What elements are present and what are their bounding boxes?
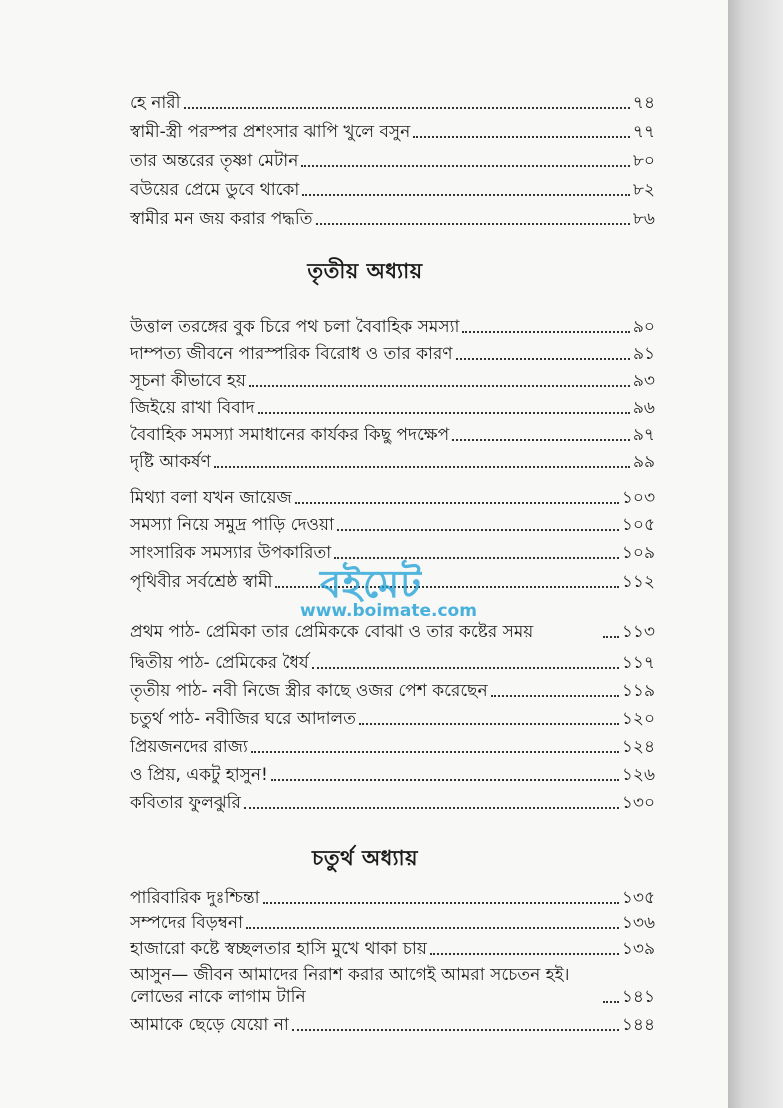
dot-leader (249, 384, 630, 387)
toc-page: ১৩৫ (621, 888, 655, 908)
toc-entry (130, 910, 655, 934)
toc-entry (130, 90, 655, 114)
toc-title: স্বামীর মন জয় করার পদ্ধতি (130, 209, 313, 229)
toc-title: জিইয়ে রাখা বিবাদ (130, 398, 255, 418)
toc-title: আসুন— জীবন আমাদের নিরাশ করার আগেই আমরা সচেতন হই। লোভের নাকে লাগাম টানি (130, 965, 570, 1007)
toc-title: দাম্পত্য জীবনে পারস্পরিক বিরোধ ও তার কারণ (130, 344, 453, 364)
toc-entry (130, 177, 655, 201)
toc-page: ৯১ (632, 344, 655, 364)
toc-page: ১২৪ (621, 737, 655, 757)
toc-entry (130, 650, 655, 674)
dot-leader (359, 722, 619, 725)
toc-title: সূচনা কীভাবে হয় (130, 371, 246, 391)
toc-title: তার অন্তরের তৃষ্ণা মেটান (130, 151, 299, 171)
dot-leader (430, 952, 619, 955)
dot-leader (413, 135, 630, 138)
toc-page: ১৩৬ (621, 913, 655, 933)
toc-title: সমস্যা নিয়ে সমুদ্র পাড়ি দেওয়া (130, 515, 334, 535)
dot-leader (312, 666, 619, 669)
toc-page: ৯৩ (632, 371, 655, 391)
toc-title: হাজারো কষ্টে স্বচ্ছলতার হাসি মুখে থাকা চায় (130, 939, 427, 959)
toc-entry (130, 314, 655, 338)
toc-title: সম্পদের বিড়ম্বনা (130, 913, 243, 933)
toc-page: ৯০ (632, 317, 655, 337)
toc-title: পৃথিবীর সর্বশ্রেষ্ঠ স্বামী (130, 572, 273, 592)
toc-page: ৮২ (632, 180, 655, 200)
toc-page: ১২৬ (621, 765, 655, 785)
toc-page: ৭৪ (632, 93, 655, 113)
toc-page: ১০৯ (621, 543, 655, 563)
chapter-heading: চতুর্থ অধ্যায় (311, 846, 418, 870)
toc-title: দ্বিতীয় পাঠ- প্রেমিকের ধৈর্য (130, 653, 309, 673)
toc-entry (130, 790, 655, 814)
dot-leader (452, 438, 630, 441)
toc-entry (130, 678, 655, 702)
toc-entry (130, 1012, 655, 1036)
dot-leader (292, 1028, 619, 1031)
dot-leader (184, 106, 630, 109)
toc-entry (130, 962, 655, 1008)
dot-leader (456, 357, 630, 360)
toc-title: কবিতার ফুলঝুরি (130, 793, 241, 813)
toc-entry (130, 341, 655, 365)
toc-title: বৈবাহিক সমস্যা সমাধানের কার্যকর কিছু পদক্ষেপ (130, 425, 450, 445)
dot-leader (316, 222, 630, 225)
toc-page: ৭৭ (632, 122, 655, 142)
toc-title: চতুর্থ পাঠ- নবীজির ঘরে আদালত (130, 709, 356, 729)
toc-page: ১০৫ (621, 515, 655, 535)
toc-page: ১৪১ (621, 987, 655, 1007)
toc-page: ১০৩ (621, 488, 655, 508)
watermark-logo: বইমেট (320, 562, 422, 606)
toc-entry (130, 512, 655, 536)
toc-entry (130, 485, 655, 509)
dot-leader (244, 806, 619, 809)
toc-entry (130, 206, 655, 230)
dot-leader (214, 465, 630, 468)
toc-page: ৯৭ (632, 425, 655, 445)
dot-leader (258, 411, 630, 414)
toc-page: ১৪৪ (621, 1015, 655, 1035)
toc-entry (130, 449, 655, 473)
toc-title: স্বামী-স্ত্রী পরস্পর প্রশংসার ঝাপি খুলে বসুন (130, 122, 411, 142)
toc-entry (130, 734, 655, 758)
toc-entry (130, 885, 655, 909)
toc-title: প্রিয়জনদের রাজ্য (130, 737, 248, 757)
watermark (290, 555, 530, 625)
dot-leader (295, 501, 619, 504)
toc-entry (130, 706, 655, 730)
dot-leader (271, 778, 619, 781)
toc-page: ১১৭ (621, 653, 655, 673)
book-spine-edge (728, 0, 783, 1108)
dot-leader (337, 528, 619, 531)
toc-page: ১৩০ (621, 793, 655, 813)
toc-entry (130, 936, 655, 960)
toc-page: ৯৬ (632, 398, 655, 418)
toc-title: উত্তাল তরঙ্গের বুক চিরে পথ চলা বৈবাহিক সমস্যা (130, 317, 460, 337)
dot-leader (603, 1000, 619, 1003)
dot-leader (302, 193, 630, 196)
toc-title: প্রথম পাঠ- প্রেমিকা তার প্রেমিককে বোঝা ও তার কষ্টের সময় (130, 622, 534, 642)
watermark-url: www.boimate.com (300, 601, 477, 621)
toc-title: তৃতীয় পাঠ- নবী নিজে স্ত্রীর কাছে ওজর পেশ করেছেন (130, 681, 488, 701)
toc-page: ১১২ (621, 572, 655, 592)
toc-title: ও প্রিয়, একটু হাসুন! (130, 765, 268, 785)
toc-title: দৃষ্টি আকর্ষণ (130, 452, 211, 472)
dot-leader (301, 164, 630, 167)
toc-title: পারিবারিক দুঃশ্চিন্তা (130, 888, 260, 908)
toc-page: ১২০ (621, 709, 655, 729)
dot-leader (462, 330, 629, 333)
toc-title: বউয়ের প্রেমে ডুবে থাকো (130, 180, 300, 200)
toc-page: ৮৬ (632, 209, 655, 229)
toc-page: ১৩৯ (621, 939, 655, 959)
toc-entry (130, 119, 655, 143)
toc-page: ৮০ (632, 151, 655, 171)
toc-page: ১১৯ (621, 681, 655, 701)
toc-entry (130, 395, 655, 419)
dot-leader (246, 926, 619, 929)
toc-entry (130, 368, 655, 392)
toc-title: সাংসারিক সমস্যার উপকারিতা (130, 543, 332, 563)
toc-title: আমাকে ছেড়ে যেয়ো না (130, 1015, 289, 1035)
dot-leader (251, 750, 619, 753)
dot-leader (603, 635, 619, 638)
toc-entry (130, 422, 655, 446)
toc-entry (130, 762, 655, 786)
dot-leader (491, 694, 619, 697)
toc-page: ৯৯ (632, 452, 655, 472)
toc-title: হে নারী (130, 93, 181, 113)
dot-leader (263, 901, 619, 904)
toc-title: মিথ্যা বলা যখন জায়েজ (130, 488, 292, 508)
chapter-heading: তৃতীয় অধ্যায় (307, 259, 423, 283)
toc-page: ১১৩ (621, 622, 655, 642)
toc-entry (130, 148, 655, 172)
